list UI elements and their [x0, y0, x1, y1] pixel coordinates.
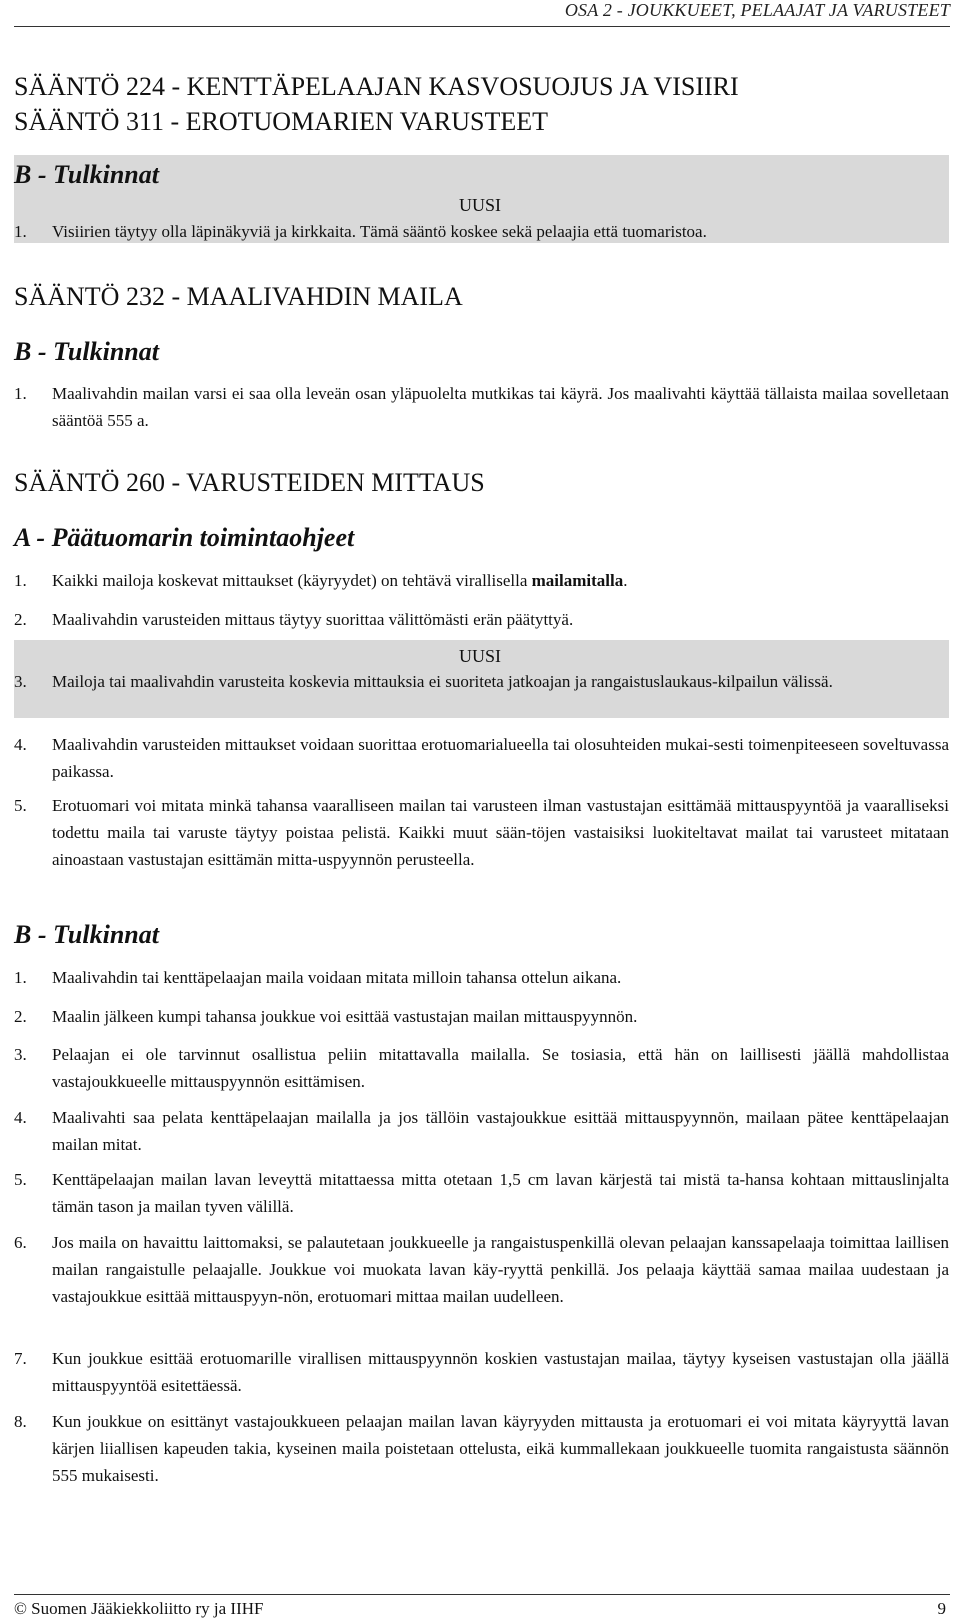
- item-number: 1.: [14, 571, 27, 590]
- item-number: 8.: [14, 1412, 27, 1431]
- item-text: Maalivahdin tai kenttäpelaajan maila voidaan mitata milloin tahansa ottelun aikana.: [52, 968, 622, 987]
- item-number: 5.: [14, 1170, 27, 1189]
- header-rule: [14, 26, 950, 27]
- item-text: Pelaajan ei ole tarvinnut osallistua peliin mitattavalla mailalla. Se tosiasia, että hän on laillisesti jäällä mahdollistaa vastajoukkueelle mittauspyynnön esittämisen.: [52, 1045, 949, 1091]
- rule-260-title: SÄÄNTÖ 260 - VARUSTEIDEN MITTAUS: [14, 468, 485, 497]
- item-number: 7.: [14, 1349, 27, 1368]
- section2-subheading: B - Tulkinnat: [14, 337, 159, 366]
- list-item: [14, 964, 949, 991]
- item-text: Maalivahti saa pelata kenttäpelaajan mailalla ja jos tällöin vastajoukkue esittää mittauspyynnön, mailaan pätee kenttäpelaajan mailan mitat.: [52, 1108, 949, 1154]
- section1-subheading: B - Tulkinnat: [14, 160, 159, 189]
- list-item: [14, 1229, 949, 1310]
- list-item: [14, 1166, 949, 1220]
- item-number: 3.: [14, 1045, 27, 1064]
- item-number: 1.: [14, 222, 27, 241]
- item-number: 6.: [14, 1233, 27, 1252]
- section3-subheading-a: A - Päätuomarin toimintaohjeet: [14, 523, 355, 552]
- list-item: [14, 1104, 949, 1158]
- list-item: [14, 567, 949, 594]
- footer-copyright: © Suomen Jääkiekkoliitto ry ja IIHF: [14, 1599, 264, 1618]
- item-number: 1.: [14, 384, 27, 403]
- item-text: Kun joukkue on esittänyt vastajoukkueen pelaajan mailan lavan käyryyden mittausta ja erotuomari ei voi mitata käyryyttä lavan kärjen liiallisen kapeuden takia, kyseinen maila poistetaan ottelusta, eikä kummallekaan joukkueelle tuomita rangaistusta säännön 555 mukaisesti.: [52, 1412, 949, 1485]
- item-text: Erotuomari voi mitata minkä tahansa vaaralliseen mailan tai varusteen ilman vastustajan esittämää mittauspyyntöä ja vaaralliseksi todettu maila tai varuste täytyy poistaa pelistä. Kaikki muut sään-töjen vastaisiksi luokiteltavat mailat tai varusteet mitataan ainoastaan vastustajan esittämän mitta-uspyynnön perusteella.: [52, 796, 949, 869]
- item-text: Kaikki mailoja koskevat mittaukset (käyryydet) on tehtävä virallisella mailamitalla.: [52, 571, 628, 590]
- section3-subheading-b: B - Tulkinnat: [14, 920, 159, 949]
- item-text: Kenttäpelaajan mailan lavan leveyttä mitattaessa mitta otetaan 1,5 cm lavan kärjestä tai mistä ta-hansa kohtaan mittauslinjalta tämän tason ja mailan tyven välillä.: [52, 1170, 949, 1216]
- list-item: [14, 606, 949, 633]
- footer-rule: [14, 1594, 950, 1595]
- bold-term: mailamitalla: [531, 571, 624, 590]
- item-number: 2.: [14, 1007, 27, 1026]
- list-item: [14, 792, 949, 873]
- page-number: 9: [937, 1599, 946, 1618]
- item-number: 5.: [14, 796, 27, 815]
- list-item: [14, 1003, 949, 1030]
- item-text: Kun joukkue esittää erotuomarille virallisen mittauspyynnön koskien vastustajan mailaa, täytyy kyseisen vastustajan olla jäällä mittauspyyntöä esitettäessä.: [52, 1349, 949, 1395]
- item-text: Mailoja tai maalivahdin varusteita koskevia mittauksia ei suoriteta jatkoajan ja rangaistuslaukaus-kilpailun välissä.: [52, 672, 833, 691]
- list-item: [14, 731, 949, 785]
- item-text: Maalivahdin mailan varsi ei saa olla leveän osan yläpuolelta mutkikas tai käyrä. Jos maalivahti käyttää tällaista mailaa sovelletaan sääntöä 555 a.: [52, 384, 949, 430]
- item-number: 4.: [14, 735, 27, 754]
- item-text: Maalin jälkeen kumpi tahansa joukkue voi esittää vastustajan mailan mittauspyynnön.: [52, 1007, 638, 1026]
- item-number: 4.: [14, 1108, 27, 1127]
- rule-311-title: SÄÄNTÖ 311 - EROTUOMARIEN VARUSTEET: [14, 107, 548, 136]
- new-badge: UUSI: [458, 195, 501, 215]
- list-item: [14, 668, 949, 695]
- list-item: [14, 218, 949, 245]
- item-text: Maalivahdin varusteiden mittaukset voidaan suorittaa erotuomarialueella tai olosuhteiden mukai-sesti toimenpiteeseen soveltuvassa paikassa.: [52, 735, 949, 781]
- item-text: Maalivahdin varusteiden mittaus täytyy suorittaa välittömästi erän päätyttyä.: [52, 610, 574, 629]
- item-text: Jos maila on havaittu laittomaksi, se palautetaan joukkueelle ja rangaistuspenkillä olevan pelaajan kanssapelaaja toimittaa laillisen mailan rangaistulle pelaajalle. Joukkue voi muokata lavan käy-ryyttä penkillä. Jos pelaaja käyttää samaa mailaa uudestaan ja vastajoukkue esittää mittauspyyn-nön, erotuomari mittaa mailan uudelleen.: [52, 1233, 949, 1306]
- running-header: OSA 2 - JOUKKUEET, PELAAJAT JA VARUSTEET: [564, 0, 950, 20]
- item-text: Visiirien täytyy olla läpinäkyviä ja kirkkaita. Tämä sääntö koskee sekä pelaajia että tuomaristoa.: [52, 222, 707, 241]
- item-number: 3.: [14, 672, 27, 691]
- rule-224-title: SÄÄNTÖ 224 - KENTTÄPELAAJAN KASVOSUOJUS JA VISIIRI: [14, 72, 739, 101]
- list-item: [14, 1408, 949, 1489]
- new-badge: UUSI: [458, 646, 501, 666]
- list-item: [14, 380, 949, 434]
- item-number: 2.: [14, 610, 27, 629]
- item-number: 1.: [14, 968, 27, 987]
- list-item: [14, 1041, 949, 1095]
- list-item: [14, 1345, 949, 1399]
- rule-232-title: SÄÄNTÖ 232 - MAALIVAHDIN MAILA: [14, 282, 463, 311]
